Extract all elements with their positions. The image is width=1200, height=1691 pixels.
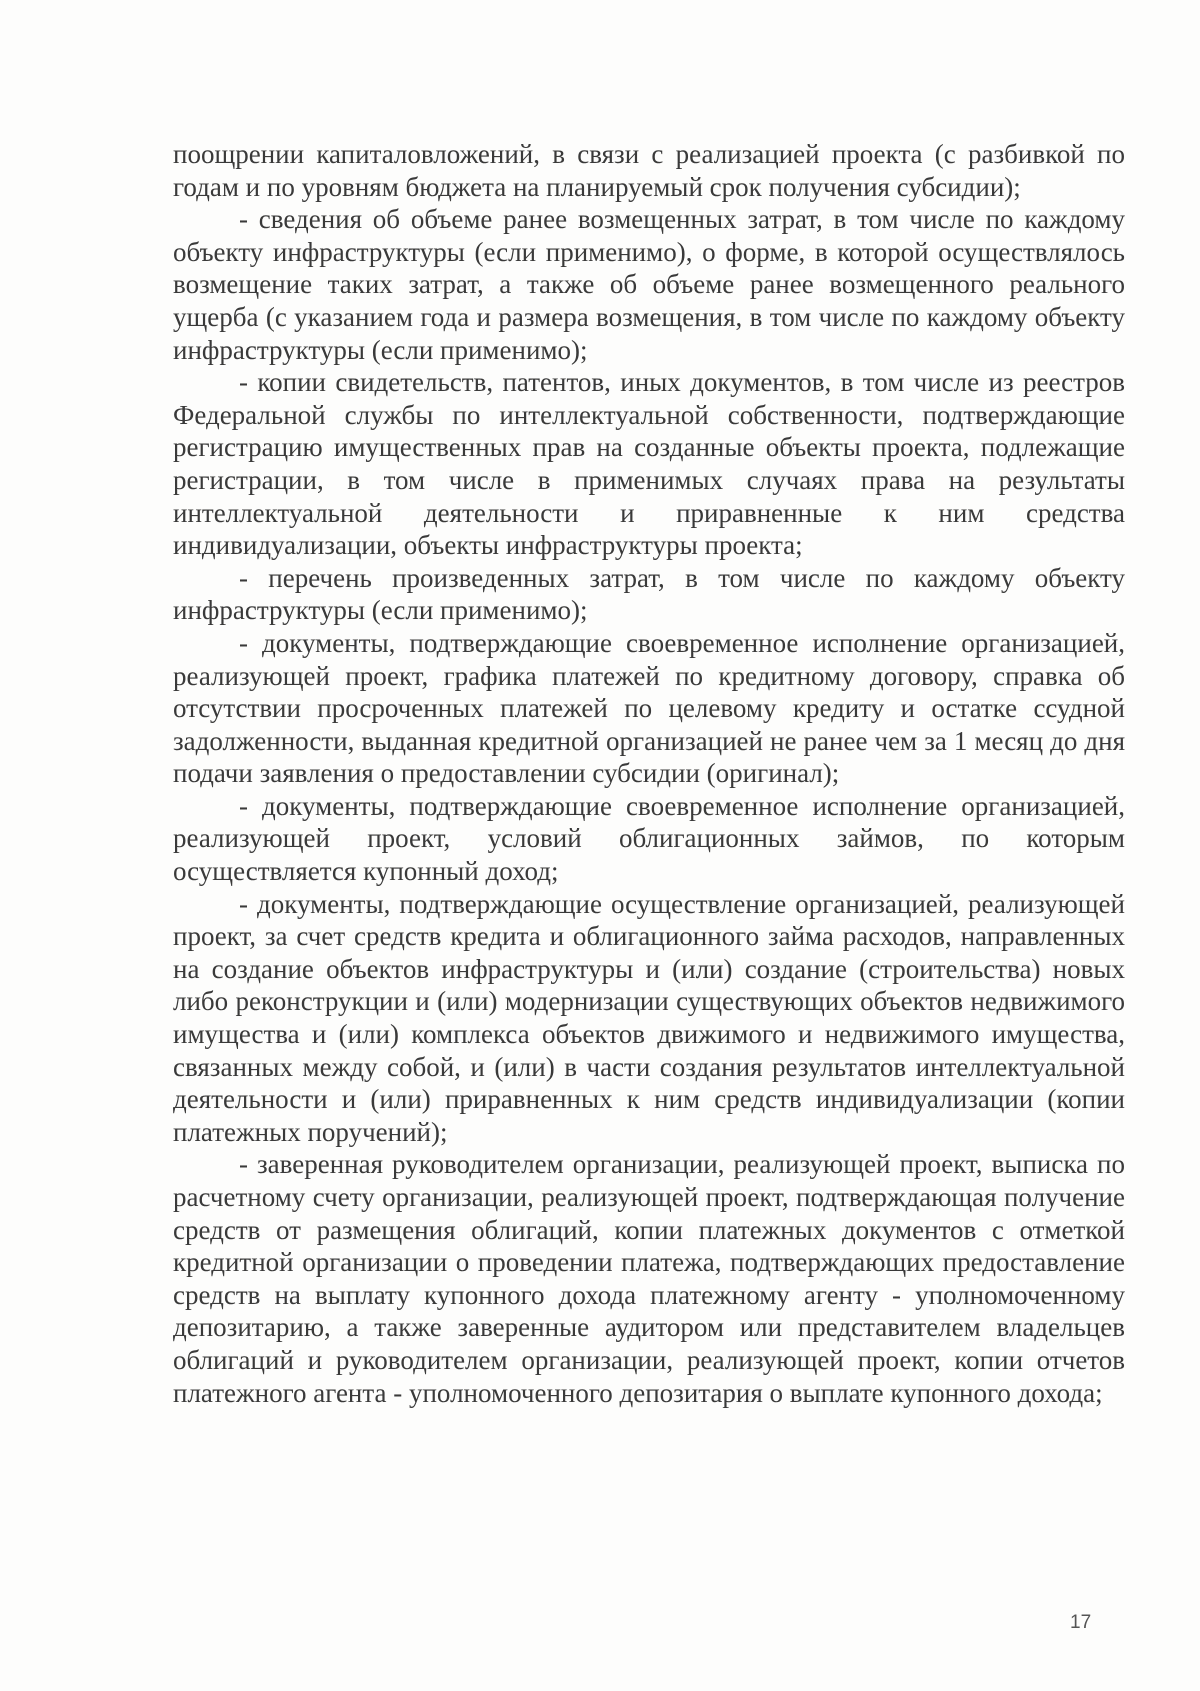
document-body: [173, 138, 1125, 1409]
list-item: - документы, подтверждающие осуществление организацией, реализующей проект, за счет средств кредита и облигационного займа расходов, направленных на создание объектов инфраструктуры и (или) создание (строительства) новых либо реконструкции и (или) модернизации существующих объектов недвижимого имущества и (или) комплекса объектов движимого и недвижимого имущества, связанных между собой, и (или) в части создания результатов интеллектуальной деятельности и (или) приравненных к ним средств индивидуализации (копии платежных поручений);: [173, 888, 1125, 1147]
continuation-paragraph: поощрении капиталовложений, в связи с реализацией проекта (с разбивкой по годам и по уровням бюджета на планируемый срок получения субсидии);: [173, 139, 1125, 202]
list-item: - копии свидетельств, патентов, иных документов, в том числе из реестров Федеральной службы по интеллектуальной собственности, подтверждающие регистрацию имущественных прав на созданные объекты проекта, подлежащие регистрации, в том числе в применимых случаях права на результаты интеллектуальной деятельности и приравненные к ним средства индивидуализации, объекты инфраструктуры проекта;: [173, 367, 1125, 561]
list-item: - заверенная руководителем организации, реализующей проект, выписка по расчетному счету организации, реализующей проект, подтверждающая получение средств от размещения облигаций, копии платежных документов с отметкой кредитной организации о проведении платежа, подтверждающих предоставление средств на выплату купонного дохода платежному агенту - уполномоченному депозитарию, а также заверенные аудитором или представителем владельцев облигаций и руководителем организации, реализующей проект, копии отчетов платежного агента - уполномоченного депозитария о выплате купонного дохода;: [173, 1149, 1125, 1408]
list-item: - перечень произведенных затрат, в том числе по каждому объекту инфраструктуры (если применимо);: [173, 562, 1125, 626]
list-item: - документы, подтверждающие своевременное исполнение организацией, реализующей проект, графика платежей по кредитному договору, справка об отсутствии просроченных платежей по целевому кредиту и остатке ссудной задолженности, выданная кредитной организацией не ранее чем за 1 месяц до дня подачи заявления о предоставлении субсидии (оригинал);: [173, 627, 1125, 789]
list-item: - документы, подтверждающие своевременное исполнение организацией, реализующей проект, условий облигационных займов, по которым осуществляется купонный доход;: [173, 790, 1125, 887]
page-number: 17: [1070, 1612, 1092, 1633]
list-item: - сведения об объеме ранее возмещенных затрат, в том числе по каждому объекту инфраструктуры (если применимо), о форме, в которой осуществлялось возмещение таких затрат, а также об объеме ранее возмещенного реального ущерба (с указанием года и размера возмещения, в том числе по каждому объекту инфраструктуры (если применимо);: [173, 204, 1125, 365]
